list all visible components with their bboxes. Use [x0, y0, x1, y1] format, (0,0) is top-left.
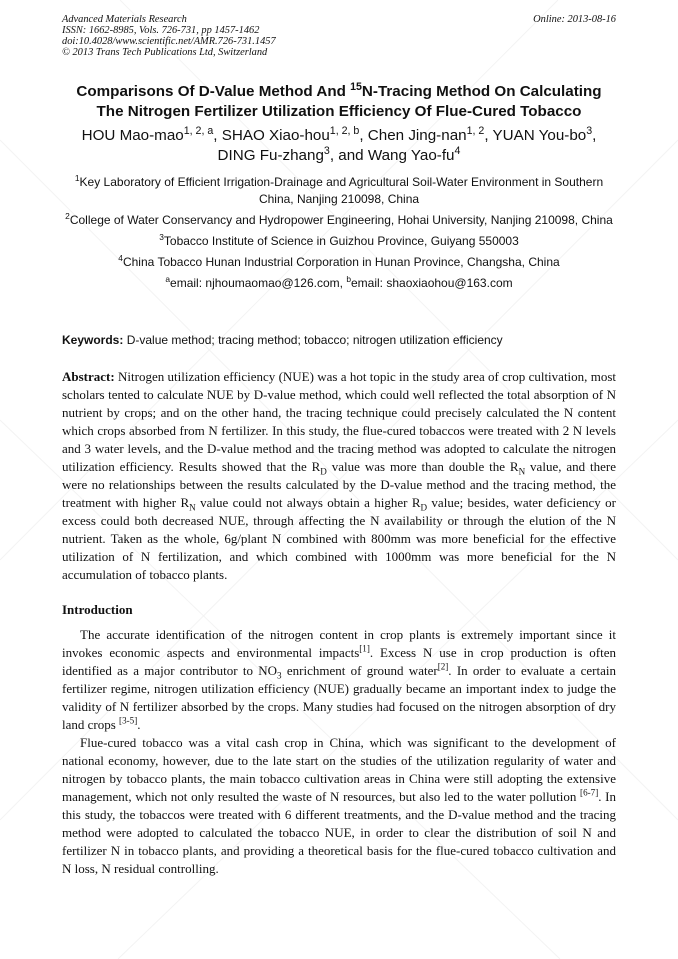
author: YUAN You-bo: [492, 127, 587, 144]
author: SHAO Xiao-hou: [221, 127, 330, 144]
issn-line: ISSN: 1662-8985, Vols. 726-731, pp 1457-1462: [62, 25, 260, 36]
author: Chen Jing-nan: [367, 127, 467, 144]
abstract: Abstract: Nitrogen utilization efficiency (NUE) was a hot topic in the study area of crop cultivation, most scholars tented to calculate NUE by D-value method, which could well reflected the total absorption of N nutrient by crops; and on the other hand, the tracing technique could precisely calculated the N content which crops absorbed from N fertilizer. In this study, the flue-cured tobaccos were treated with 2 N levels and 3 water levels, and the D-value method and the tracing method was adopted to calculate the nitrogen utilization efficiency. Results showed that the $R_D$ value was more than double the $R_N$ value, and there were no relationships between the results calculated by the D-value method and the tracing method, the treatment with higher $R_N$ value could not always obtain a higher $R_D$ value; besides, water deficiency or excess could both decreased NUE, through affecting the N availability or through the elution of the N nutrient. Taken as the whole, 6g/plant N combined with 800mm was more beneficial for the effective utilization of N fertilization, and which combined with 1000mm was more beneficial for the N accumulation of tobacco plants.: [62, 369, 617, 582]
affiliations: [60, 174, 618, 296]
affiliation: $^4$China Tobacco Hunan Industrial Corporation in Hunan Province, Changsha, China: [118, 253, 560, 269]
author-list: HOU Mao-mao$^{1, 2, a}$, SHAO Xiao-hou$^{1, 2, b}$, Chen Jing-nan$^{1, 2}$, YUAN You-$bo^3$, DING Fu-zhang$^3$, and Wang Yao-$fu^4$: [81, 124, 597, 164]
paragraph: Flue-cured tobacco was a vital cash crop in China, which was significant to the development of national economy, however, due to the late start on the studies of the utilization regularity of water and nitrogen by tobacco plants, the main tobacco cultivation areas in China were still adopting the extensive management, which not only resulted the waste of N resources, but also led to the water pollution [6-7]. In this study, the tobaccos were treated with 6 different treatments, and the D-value method and the tracing method were adopted to calculated the tobacco NUE, in order to clear the distribution of soil N and fertilizer N in tobacco plants, and providing a theoretical basis for the flue-cured tobacco cultivation and N loss, N residual controlling.: [62, 735, 616, 876]
affiliation: $^2$College of Water Conservancy and Hydropower Engineering, Hohai University, Nanjing 210098, China: [65, 211, 613, 227]
citation: [1]: [359, 643, 370, 654]
keywords-text: D-value method; tracing method; tobacco; nitrogen utilization efficiency: [123, 333, 503, 347]
author: Wang Yao-fu: [367, 147, 455, 164]
abstract-label: Abstract:: [62, 369, 115, 384]
affiliation: $^1$Key Laboratory of Efficient Irrigation-Drainage and Agricultural Soil-Water Environment in Southern China, Nanjing 210098, China: [74, 173, 604, 206]
keywords-label: Keywords:: [62, 333, 124, 347]
journal-name: Advanced Materials Research: [62, 14, 187, 25]
citation: [2]: [437, 661, 449, 672]
online-date: Online: 2013-08-16: [533, 14, 616, 25]
journal-header: [62, 14, 616, 58]
citation: [3-5]: [119, 715, 138, 726]
affiliation: $^3$Tobacco Institute of Science in Guizhou Province, Guiyang 550003: [159, 232, 519, 248]
citation: [6-7]: [580, 787, 599, 798]
keywords: [62, 332, 618, 348]
paper-title: Comparisons Of D-Value Method And $^{15}$N-Tracing Method On Calculating The Nitrogen Fertilizer Utilization Efficiency Of Flue-Cured Tobacco: [76, 80, 602, 120]
author: DING Fu-zhang: [217, 147, 324, 164]
doi-line: doi:10.4028/www.scientific.net/AMR.726-731.1457: [62, 36, 276, 47]
copyright-line: © 2013 Trans Tech Publications Ltd, Switzerland: [62, 47, 268, 58]
introduction-body: [62, 626, 616, 878]
paragraph: The accurate identification of the nitrogen content in crop plants is extremely important since it invokes economic aspects and environmental impacts[1]. Excess N use in crop production is often identified as a major contributor to $NO_3$ enrichment of ground water[2]. In order to evaluate a certain fertilizer regime, nitrogen utilization efficiency (NUE) gradually became an important index to judge the validity of N fertilizer absorbed by the crops. Many studies had focused on the nitrogen absorption of dry land crops [3-5].: [62, 627, 616, 732]
author: HOU Mao-mao: [81, 127, 184, 144]
section-heading: Introduction: [62, 602, 133, 617]
email-line: $^a$email: njhoumaomao@126.com, $^b$email: shaoxiaohou@163.com: [165, 274, 513, 290]
